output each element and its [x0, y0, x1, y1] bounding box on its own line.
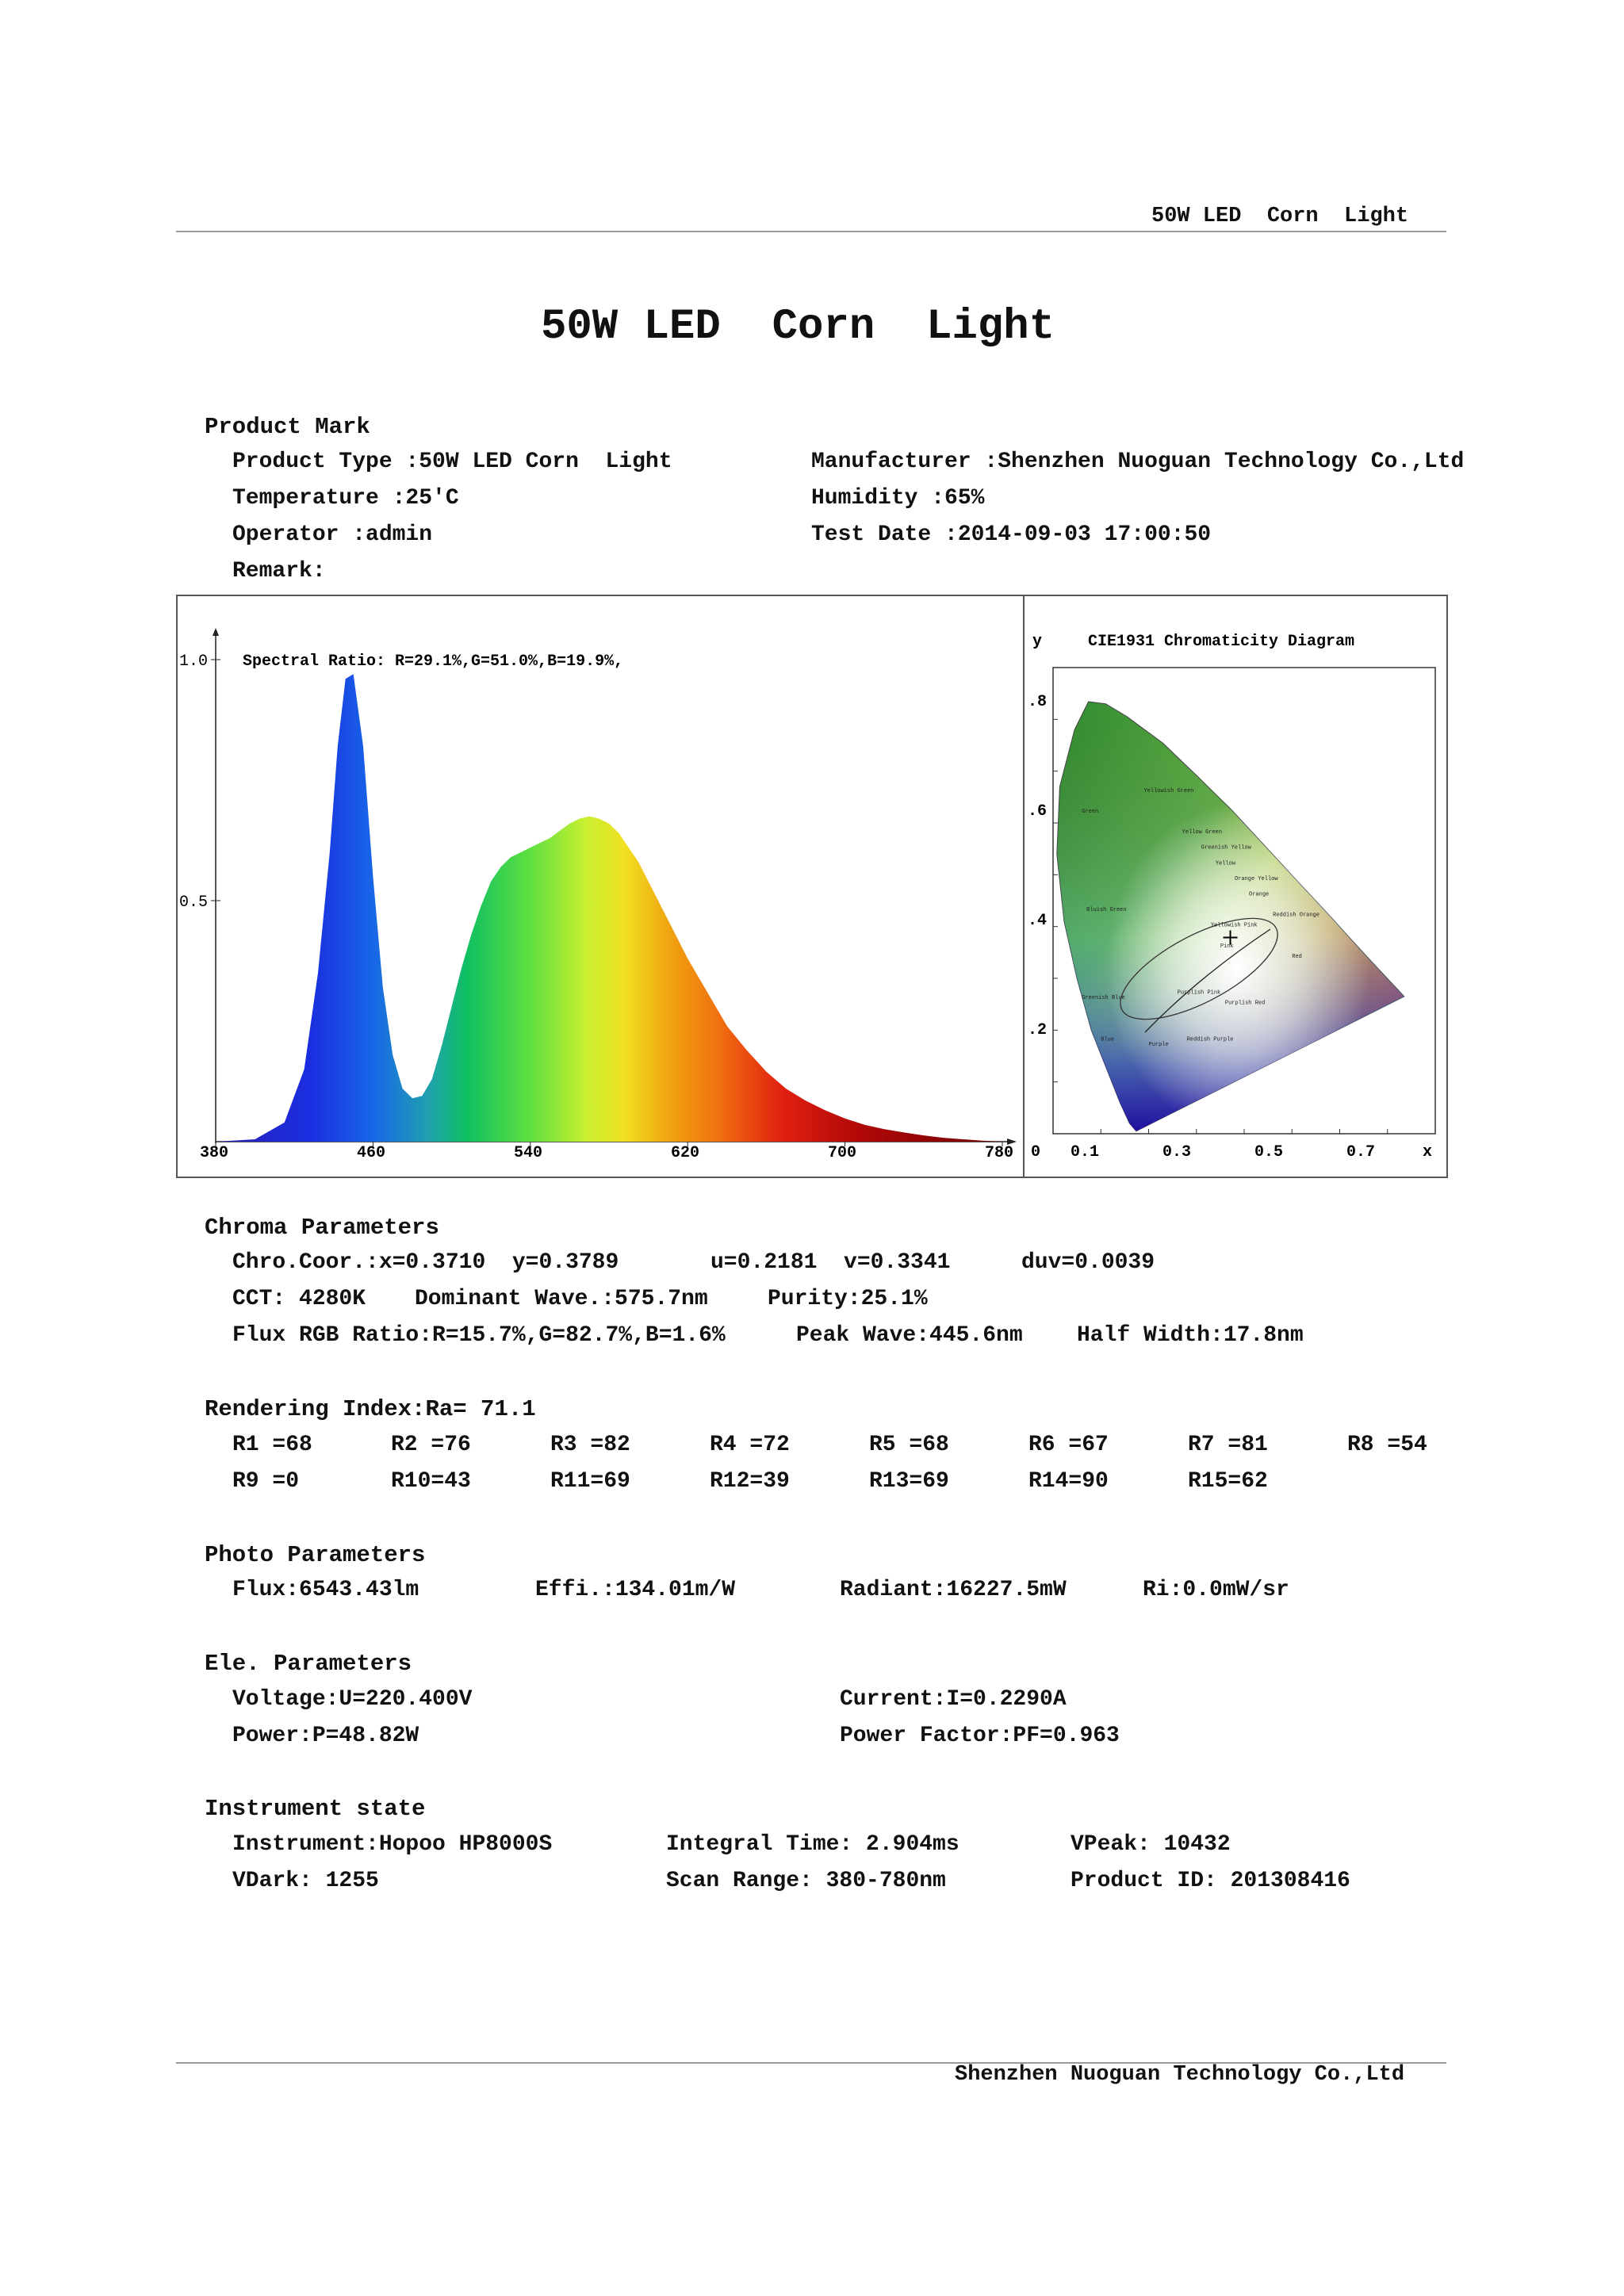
cie-y-axis-label: y [1032, 633, 1043, 651]
r8: R8 =54 [1347, 1433, 1427, 1457]
spectrum-area [216, 674, 1002, 1142]
scan-range: Scan Range: 380-780nm [666, 1869, 946, 1893]
manufacturer: Manufacturer :Shenzhen Nuoguan Technology Co.,Ltd [811, 450, 1465, 474]
cie-x-tick-05: 0.5 [1254, 1143, 1284, 1161]
cie-y-tick-06: .6 [1028, 802, 1048, 821]
ele-heading: Ele. Parameters [205, 1651, 412, 1677]
chroma-heading: Chroma Parameters [205, 1215, 439, 1241]
r12: R12=39 [710, 1469, 790, 1494]
cie-locus-white [1057, 702, 1404, 1131]
vdark: VDark: 1255 [232, 1869, 379, 1893]
dominant-wave: Dominant Wave.:575.7nm [415, 1287, 708, 1311]
cie-x-tick-03: 0.3 [1162, 1143, 1192, 1161]
spectrum-x-label-700: 700 [828, 1144, 857, 1162]
chro-coor: Chro.Coor.:x=0.3710 y=0.3789 [232, 1250, 619, 1275]
r6: R6 =67 [1028, 1433, 1109, 1457]
cie-region-label-8: Red [1292, 953, 1302, 960]
remark: Remark: [232, 559, 326, 584]
voltage: Voltage:U=220.400V [232, 1687, 473, 1712]
radiant: Radiant:16227.5mW [840, 1578, 1067, 1602]
cie-region-label-15: Reddish Purple [1186, 1036, 1234, 1043]
cie-region-label-1: Yellowish Green [1143, 787, 1194, 794]
cie-y-tick-02: .2 [1028, 1021, 1048, 1039]
product-type: Product Type :50W LED Corn Light [232, 450, 672, 474]
r14: R14=90 [1028, 1469, 1109, 1494]
spectrum-y-arrow [213, 628, 219, 636]
cie-region-label-0: Green [1082, 808, 1099, 815]
current: Current:I=0.2290A [840, 1687, 1067, 1712]
humidity: Humidity :65% [811, 486, 985, 511]
ri: Ri:0.0mW/sr [1143, 1578, 1289, 1602]
running-header: 50W LED Corn Light [1151, 205, 1409, 228]
operator: Operator :admin [232, 522, 433, 547]
cie-x-tick-01: 0.1 [1071, 1143, 1100, 1161]
cie-region-label-2: Yellow Green [1182, 829, 1223, 836]
cie-y-tick-08: .8 [1028, 693, 1048, 711]
spectrum-x-label-620: 620 [671, 1144, 700, 1162]
spectral-ratio-annotation: Spectral Ratio: R=29.1%,G=51.0%,B=19.9%, [243, 652, 624, 671]
cie-y-tick-04: .4 [1028, 912, 1048, 930]
integral-time: Integral Time: 2.904ms [666, 1832, 959, 1857]
r10: R10=43 [391, 1469, 471, 1494]
cie-region-label-6: Orange [1249, 891, 1270, 898]
spectrum-x-label-460: 460 [357, 1144, 386, 1162]
cie-x-tick-0: 0 [1031, 1143, 1041, 1161]
r3: R3 =82 [550, 1433, 630, 1457]
charts-frame [176, 595, 1448, 1178]
instrument: Instrument:Hopoo HP8000S [232, 1832, 553, 1857]
r1: R1 =68 [232, 1433, 312, 1457]
footer-company: Shenzhen Nuoguan Technology Co.,Ltd [955, 2063, 1405, 2087]
power-factor: Power Factor:PF=0.963 [840, 1724, 1120, 1748]
flux: Flux:6543.43lm [232, 1578, 419, 1602]
r13: R13=69 [869, 1469, 949, 1494]
peak-wave: Peak Wave:445.6nm [796, 1323, 1023, 1348]
cie-region-label-5: Orange Yellow [1234, 875, 1278, 882]
half-width: Half Width:17.8nm [1077, 1323, 1304, 1348]
cie-region-label-17: Blue [1101, 1036, 1115, 1043]
spectrum-chart [178, 596, 1021, 1177]
cie-region-label-13: Purplish Pink [1177, 989, 1221, 997]
cct: CCT: 4280K [232, 1287, 366, 1311]
power: Power:P=48.82W [232, 1724, 419, 1748]
product-mark-heading: Product Mark [205, 414, 370, 440]
r2: R2 =76 [391, 1433, 471, 1457]
cie-x-tick-07: 0.7 [1346, 1143, 1376, 1161]
r7: R7 =81 [1188, 1433, 1268, 1457]
purity: Purity:25.1% [768, 1287, 928, 1311]
flux-rgb-ratio: Flux RGB Ratio:R=15.7%,G=82.7%,B=1.6% [232, 1323, 726, 1348]
cie-region-label-14: Purplish Red [1224, 1000, 1266, 1007]
rendering-heading: Rendering Index:Ra= 71.1 [205, 1396, 536, 1422]
cie-region-label-16: Purple [1148, 1041, 1169, 1048]
cie-region-label-12: Greenish Blue [1082, 995, 1125, 1002]
photo-heading: Photo Parameters [205, 1542, 426, 1568]
page-title: 50W LED Corn Light [541, 303, 1055, 351]
efficiency: Effi.:134.01m/W [535, 1578, 736, 1602]
uv-coor: u=0.2181 v=0.3341 [710, 1250, 951, 1275]
spectrum-x-label-540: 540 [514, 1144, 543, 1162]
r5: R5 =68 [869, 1433, 949, 1457]
instrument-heading: Instrument state [205, 1796, 426, 1822]
cie-x-axis-label: x [1423, 1143, 1433, 1161]
cie-region-label-9: Pink [1220, 943, 1234, 950]
cie-region-label-4: Yellow [1215, 860, 1236, 867]
product-id: Product ID: 201308416 [1071, 1869, 1350, 1893]
test-date: Test Date :2014-09-03 17:00:50 [811, 522, 1212, 547]
spectrum-y-label-2: 0.5 [179, 894, 209, 912]
cie-region-label-3: Greenish Yellow [1201, 844, 1251, 851]
header-rule [176, 231, 1446, 232]
vpeak: VPeak: 10432 [1071, 1832, 1231, 1857]
spectrum-x-label-380: 380 [200, 1144, 229, 1162]
cie-region-label-10: Yellowish Pink [1210, 922, 1258, 929]
temperature: Temperature :25'C [232, 486, 459, 511]
r4: R4 =72 [710, 1433, 790, 1457]
r15: R15=62 [1188, 1469, 1268, 1494]
r11: R11=69 [550, 1469, 630, 1494]
spectrum-x-label-780: 780 [985, 1144, 1014, 1162]
cie-region-label-7: Reddish Orange [1273, 912, 1320, 919]
cie-region-label-11: Bluish Green [1086, 907, 1127, 914]
spectrum-y-label-1: 1.0 [179, 652, 209, 671]
duv: duv=0.0039 [1021, 1250, 1155, 1275]
cie-title: CIE1931 Chromaticity Diagram [1088, 633, 1355, 651]
r9: R9 =0 [232, 1469, 300, 1494]
cie-chart [1025, 596, 1448, 1177]
